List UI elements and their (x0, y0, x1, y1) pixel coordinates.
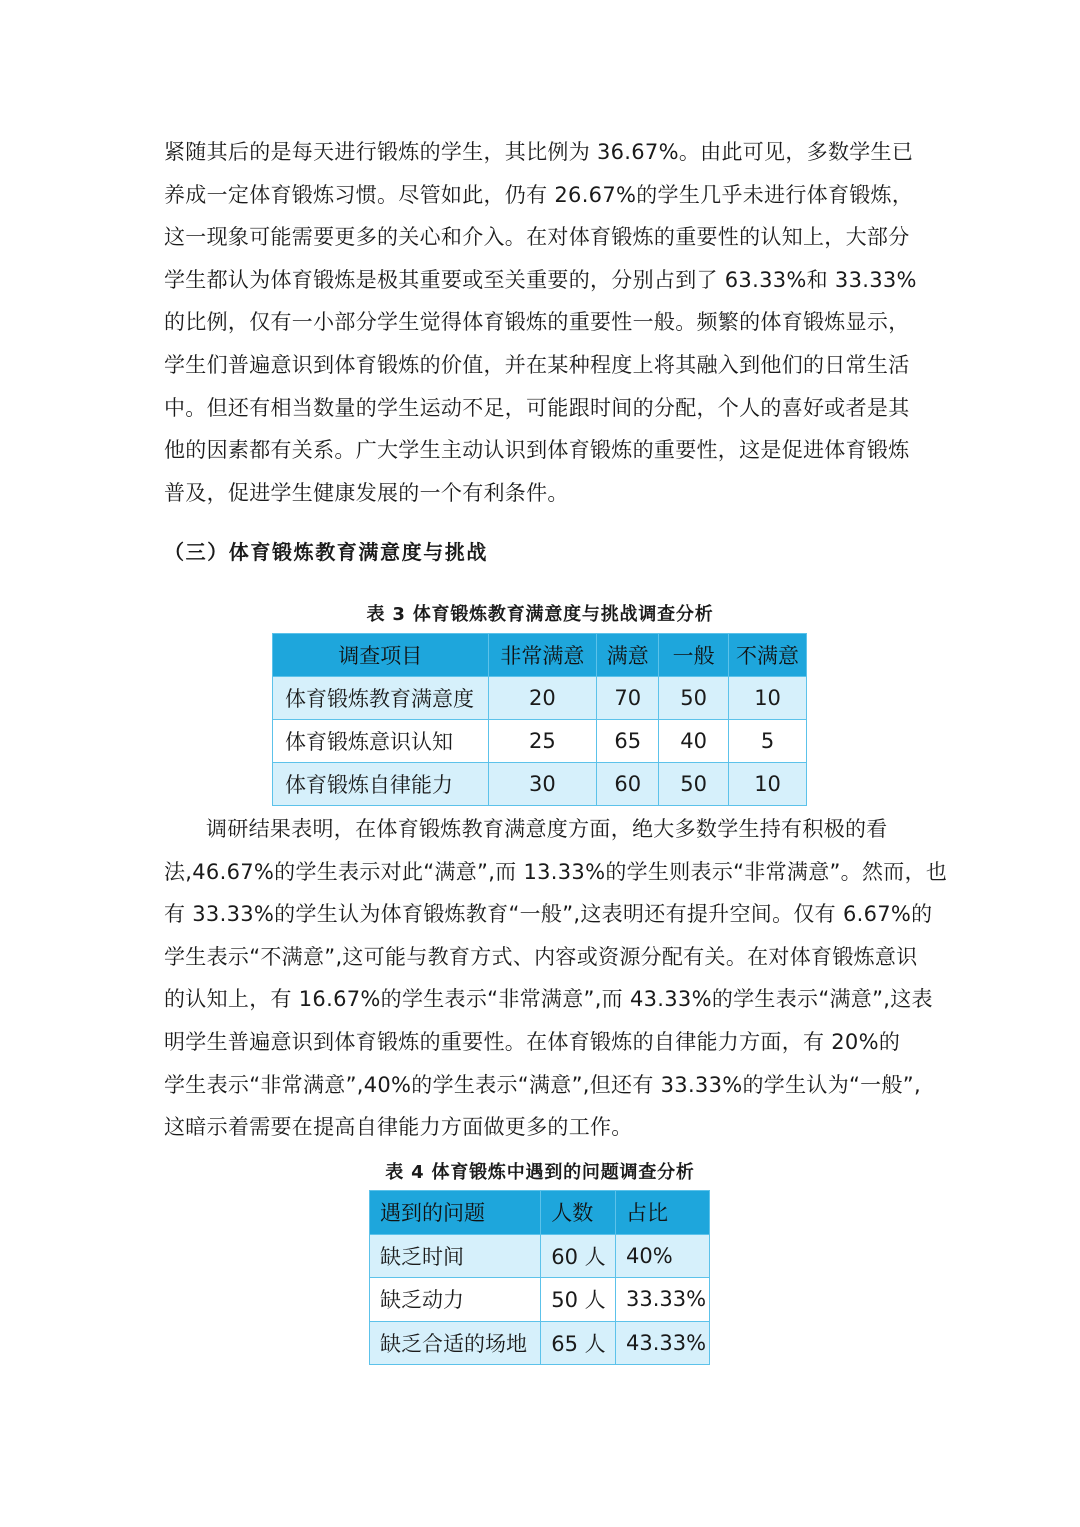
table-cell: 60 (597, 763, 659, 806)
table-row (370, 1278, 710, 1322)
text-line: 调研结果表明，在体育锻炼教育满意度方面，绝大多数学生持有积极的看 (206, 817, 888, 841)
table-cell: 体育锻炼教育满意度 (273, 677, 489, 720)
body-paragraph-2 (164, 808, 948, 1149)
text-line: 普及，促进学生健康发展的一个有利条件。 (164, 480, 569, 505)
table-cell: 50 (659, 677, 729, 720)
text-line: 学生表示“不满意”,这可能与教育方式、内容或资源分配有关。在对体育锻炼意识 (164, 944, 918, 969)
text-line: 明学生普遍意识到体育锻炼的重要性。在体育锻炼的自律能力方面，有 20%的 (164, 1029, 901, 1054)
table-cell: 70 (597, 677, 659, 720)
text-line: 的认知上，有 16.67%的学生表示“非常满意”,而 43.33%的学生表示“满意”,这表 (164, 987, 933, 1012)
column-header: 满意 (597, 634, 659, 677)
table-row (273, 763, 807, 806)
table-row (273, 720, 807, 763)
table-cell: 33.33% (616, 1278, 710, 1322)
column-header: 不满意 (729, 634, 807, 677)
table-row (370, 1234, 710, 1278)
table-cell: 40 (659, 720, 729, 763)
table-cell: 30 (488, 763, 597, 806)
table-cell: 50 人 (541, 1278, 616, 1322)
table-cell: 25 (488, 720, 597, 763)
text-line: 学生表示“非常满意”,40%的学生表示“满意”,但还有 33.33%的学生认为“一般”, (164, 1072, 921, 1097)
table-row (273, 677, 807, 720)
body-paragraph-1 (164, 131, 918, 514)
table-cell: 缺乏合适的场地 (370, 1321, 541, 1365)
text-line: 他的因素都有关系。广大学生主动认识到体育锻炼的重要性，这是促进体育锻炼 (164, 438, 910, 463)
table-cell: 65 (597, 720, 659, 763)
text-line: 养成一定体育锻炼习惯。尽管如此，仍有 26.67%的学生几乎未进行体育锻炼， (164, 182, 914, 207)
table-cell: 体育锻炼意识认知 (273, 720, 489, 763)
table-row (370, 1321, 710, 1365)
satisfaction-table (272, 633, 807, 806)
text-line: 有 33.33%的学生认为体育锻炼教育“一般”,这表明还有提升空间。仅有 6.67%的 (164, 902, 933, 927)
table-cell: 50 (659, 763, 729, 806)
text-line: 这暗示着需要在提高自律能力方面做更多的工作。 (164, 1115, 633, 1140)
column-header: 一般 (659, 634, 729, 677)
text-line: 法,46.67%的学生表示对此“满意”,而 13.33%的学生则表示“非常满意”。然而，也 (164, 859, 948, 884)
table-header-row (370, 1191, 710, 1235)
table-cell: 40% (616, 1234, 710, 1278)
column-header: 调查项目 (273, 634, 489, 677)
table-cell: 5 (729, 720, 807, 763)
column-header: 非常满意 (488, 634, 597, 677)
text-line: 学生都认为体育锻炼是极其重要或至关重要的，分别占到了 63.33%和 33.33% (164, 267, 917, 292)
column-header: 人数 (541, 1191, 616, 1235)
table-cell: 43.33% (616, 1321, 710, 1365)
table-cell: 60 人 (541, 1234, 616, 1278)
text-line: 紧随其后的是每天进行锻炼的学生，其比例为 36.67%。由此可见，多数学生已 (164, 140, 914, 164)
text-line: 这一现象可能需要更多的关心和介入。在对体育锻炼的重要性的认知上，大部分 (164, 225, 910, 250)
table-cell: 10 (729, 763, 807, 806)
text-line: 的比例，仅有一小部分学生觉得体育锻炼的重要性一般。频繁的体育锻炼显示， (164, 310, 910, 335)
problems-table (369, 1190, 710, 1365)
text-line: 学生们普遍意识到体育锻炼的价值，并在某种程度上将其融入到他们的日常生活 (164, 352, 910, 377)
table-cell: 10 (729, 677, 807, 720)
text-line: 中。但还有相当数量的学生运动不足，可能跟时间的分配，个人的喜好或者是其 (164, 395, 910, 420)
column-header: 遇到的问题 (370, 1191, 541, 1235)
table-cell: 体育锻炼自律能力 (273, 763, 489, 806)
table4-caption: 表 4 体育锻炼中遇到的问题调查分析 (385, 1162, 695, 1183)
table-cell: 20 (488, 677, 597, 720)
table-cell: 缺乏动力 (370, 1278, 541, 1322)
table3-caption: 表 3 体育锻炼教育满意度与挑战调查分析 (366, 604, 714, 625)
column-header: 占比 (616, 1191, 710, 1235)
table-header-row (273, 634, 807, 677)
table-cell: 65 人 (541, 1321, 616, 1365)
section-heading: （三）体育锻炼教育满意度与挑战 (164, 540, 488, 564)
table-cell: 缺乏时间 (370, 1234, 541, 1278)
